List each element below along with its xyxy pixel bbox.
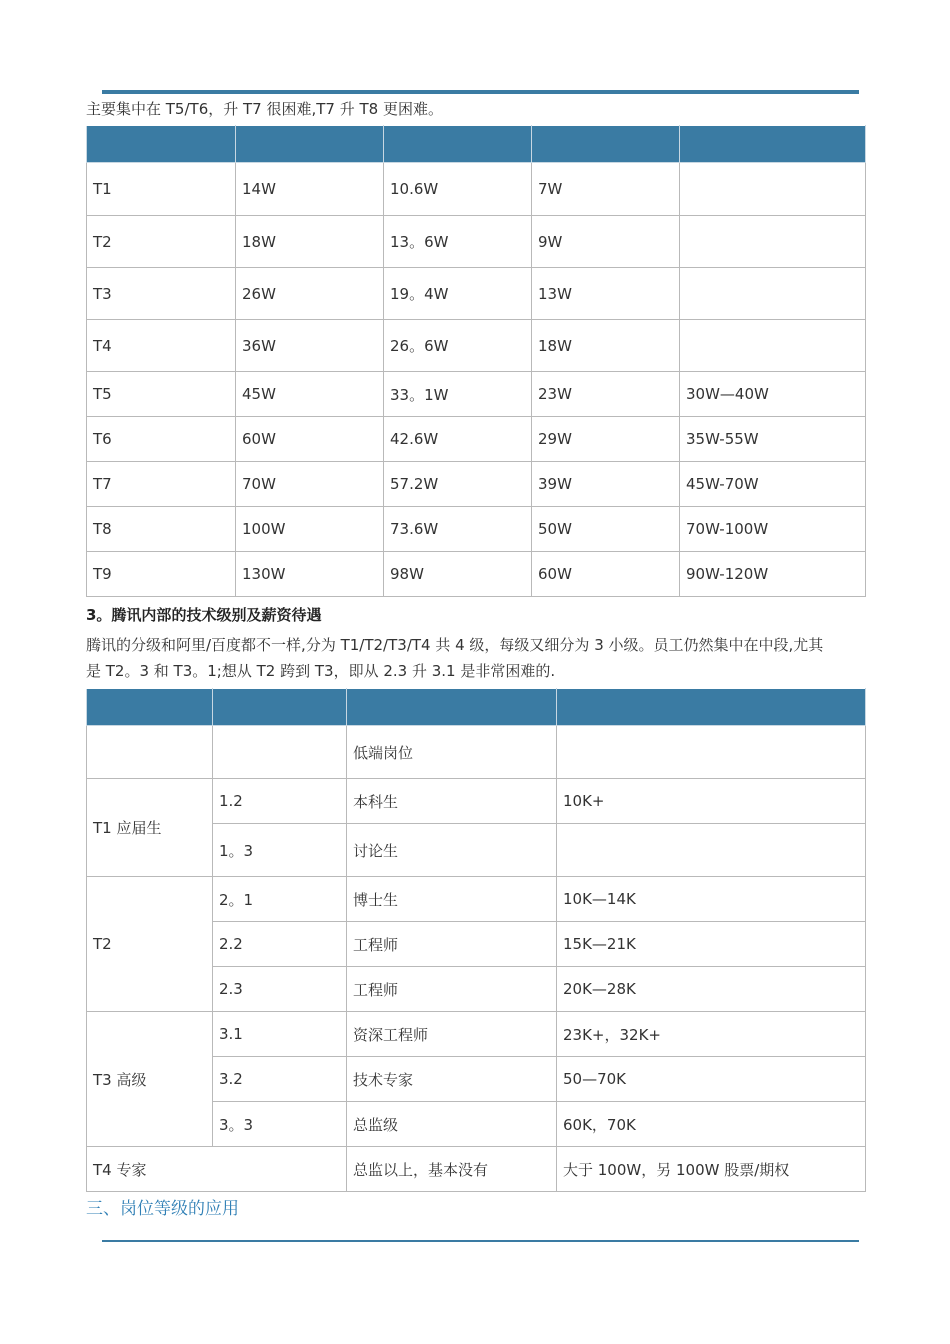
value-cell: 42.6W xyxy=(384,417,532,462)
sublevel-cell: 3.1 xyxy=(213,1012,347,1057)
level-cell: T2 xyxy=(87,216,236,268)
value-cell: 13。6W xyxy=(384,216,532,268)
intro-text: 主要集中在 T5/T6，升 T7 很困难,T7 升 T8 更困难。 xyxy=(86,100,443,118)
value-cell: 14W xyxy=(236,163,384,216)
table-row xyxy=(87,726,866,779)
sublevel-cell: 3.2 xyxy=(213,1057,347,1102)
table-row xyxy=(87,372,866,417)
header-cell xyxy=(347,689,557,726)
body-line: 腾讯的分级和阿里/百度都不一样,分为 T1/T2/T3/T4 共 4 级，每级又细分为 3 小级。员工仍然集中在中段,尤其 xyxy=(86,636,824,654)
table-row xyxy=(87,1147,866,1192)
table-row xyxy=(87,877,866,922)
value-cell xyxy=(680,320,866,372)
value-cell xyxy=(680,268,866,320)
salary-cell xyxy=(557,726,866,779)
salary-cell xyxy=(557,824,866,877)
header-cell xyxy=(680,126,866,163)
sublevel-cell xyxy=(213,726,347,779)
value-cell: 29W xyxy=(532,417,680,462)
sublevel-cell: 3。3 xyxy=(213,1102,347,1147)
salary-cell: 10K+ xyxy=(557,779,866,824)
group-cell: T4 专家 xyxy=(87,1147,347,1192)
value-cell: 45W-70W xyxy=(680,462,866,507)
value-cell: 7W xyxy=(532,163,680,216)
value-cell: 100W xyxy=(236,507,384,552)
position-cell: 工程师 xyxy=(347,967,557,1012)
sublevel-cell: 1.2 xyxy=(213,779,347,824)
value-cell: 26。6W xyxy=(384,320,532,372)
sublevel-cell: 2.3 xyxy=(213,967,347,1012)
position-cell: 低端岗位 xyxy=(347,726,557,779)
salary-table xyxy=(86,125,866,597)
table-row xyxy=(87,779,866,824)
table-row xyxy=(87,216,866,268)
header-cell xyxy=(87,126,236,163)
value-cell: 10.6W xyxy=(384,163,532,216)
value-cell: 50W xyxy=(532,507,680,552)
section-heading: 3。腾讯内部的技术级别及薪资待遇 xyxy=(86,606,322,624)
header-cell xyxy=(213,689,347,726)
level-cell: T5 xyxy=(87,372,236,417)
level-cell: T8 xyxy=(87,507,236,552)
table-row xyxy=(87,507,866,552)
value-cell: 13W xyxy=(532,268,680,320)
value-cell: 45W xyxy=(236,372,384,417)
value-cell: 9W xyxy=(532,216,680,268)
salary-cell: 50—70K xyxy=(557,1057,866,1102)
salary-cell: 10K—14K xyxy=(557,877,866,922)
header-cell xyxy=(532,126,680,163)
value-cell: 18W xyxy=(236,216,384,268)
level-cell: T4 xyxy=(87,320,236,372)
header-cell xyxy=(236,126,384,163)
value-cell: 36W xyxy=(236,320,384,372)
position-cell: 讨论生 xyxy=(347,824,557,877)
value-cell: 30W—40W xyxy=(680,372,866,417)
tencent-level-table xyxy=(86,688,866,1192)
value-cell: 98W xyxy=(384,552,532,597)
value-cell: 26W xyxy=(236,268,384,320)
level-cell: T9 xyxy=(87,552,236,597)
value-cell: 130W xyxy=(236,552,384,597)
position-cell: 资深工程师 xyxy=(347,1012,557,1057)
value-cell: 23W xyxy=(532,372,680,417)
value-cell: 19。4W xyxy=(384,268,532,320)
position-cell: 本科生 xyxy=(347,779,557,824)
salary-cell: 15K—21K xyxy=(557,922,866,967)
position-cell: 总监以上，基本没有 xyxy=(347,1147,557,1192)
salary-cell: 23K+，32K+ xyxy=(557,1012,866,1057)
position-cell: 技术专家 xyxy=(347,1057,557,1102)
body-paragraph xyxy=(86,632,864,684)
value-cell xyxy=(680,216,866,268)
header-cell xyxy=(557,689,866,726)
table-row xyxy=(87,268,866,320)
body-line: 是 T2。3 和 T3。1;想从 T2 跨到 T3，即从 2.3 升 3.1 是非常困难的. xyxy=(86,662,556,680)
level-cell: T6 xyxy=(87,417,236,462)
salary-cell: 大于 100W，另 100W 股票/期权 xyxy=(557,1147,866,1192)
bottom-divider xyxy=(102,1240,859,1242)
group-cell: T1 应届生 xyxy=(87,779,213,877)
group-cell: T3 高级 xyxy=(87,1012,213,1147)
table-header-row xyxy=(87,126,866,163)
table-row xyxy=(87,552,866,597)
level-cell: T1 xyxy=(87,163,236,216)
header-cell xyxy=(87,689,213,726)
value-cell: 70W-100W xyxy=(680,507,866,552)
value-cell: 33。1W xyxy=(384,372,532,417)
value-cell xyxy=(680,163,866,216)
table-row xyxy=(87,417,866,462)
level-cell: T7 xyxy=(87,462,236,507)
sublevel-cell: 1。3 xyxy=(213,824,347,877)
value-cell: 39W xyxy=(532,462,680,507)
sublevel-cell: 2。1 xyxy=(213,877,347,922)
value-cell: 57.2W xyxy=(384,462,532,507)
sublevel-cell: 2.2 xyxy=(213,922,347,967)
table-row xyxy=(87,1012,866,1057)
group-cell: T2 xyxy=(87,877,213,1012)
group-cell xyxy=(87,726,213,779)
top-divider xyxy=(102,90,859,94)
value-cell: 70W xyxy=(236,462,384,507)
salary-cell: 20K—28K xyxy=(557,967,866,1012)
value-cell: 60W xyxy=(236,417,384,462)
value-cell: 18W xyxy=(532,320,680,372)
table-header-row xyxy=(87,689,866,726)
value-cell: 90W-120W xyxy=(680,552,866,597)
table-row xyxy=(87,462,866,507)
value-cell: 60W xyxy=(532,552,680,597)
position-cell: 总监级 xyxy=(347,1102,557,1147)
position-cell: 工程师 xyxy=(347,922,557,967)
value-cell: 73.6W xyxy=(384,507,532,552)
header-cell xyxy=(384,126,532,163)
value-cell: 35W-55W xyxy=(680,417,866,462)
table-row xyxy=(87,163,866,216)
section-title: 三、岗位等级的应用 xyxy=(86,1199,239,1219)
table-row xyxy=(87,320,866,372)
salary-cell: 60K，70K xyxy=(557,1102,866,1147)
position-cell: 博士生 xyxy=(347,877,557,922)
level-cell: T3 xyxy=(87,268,236,320)
